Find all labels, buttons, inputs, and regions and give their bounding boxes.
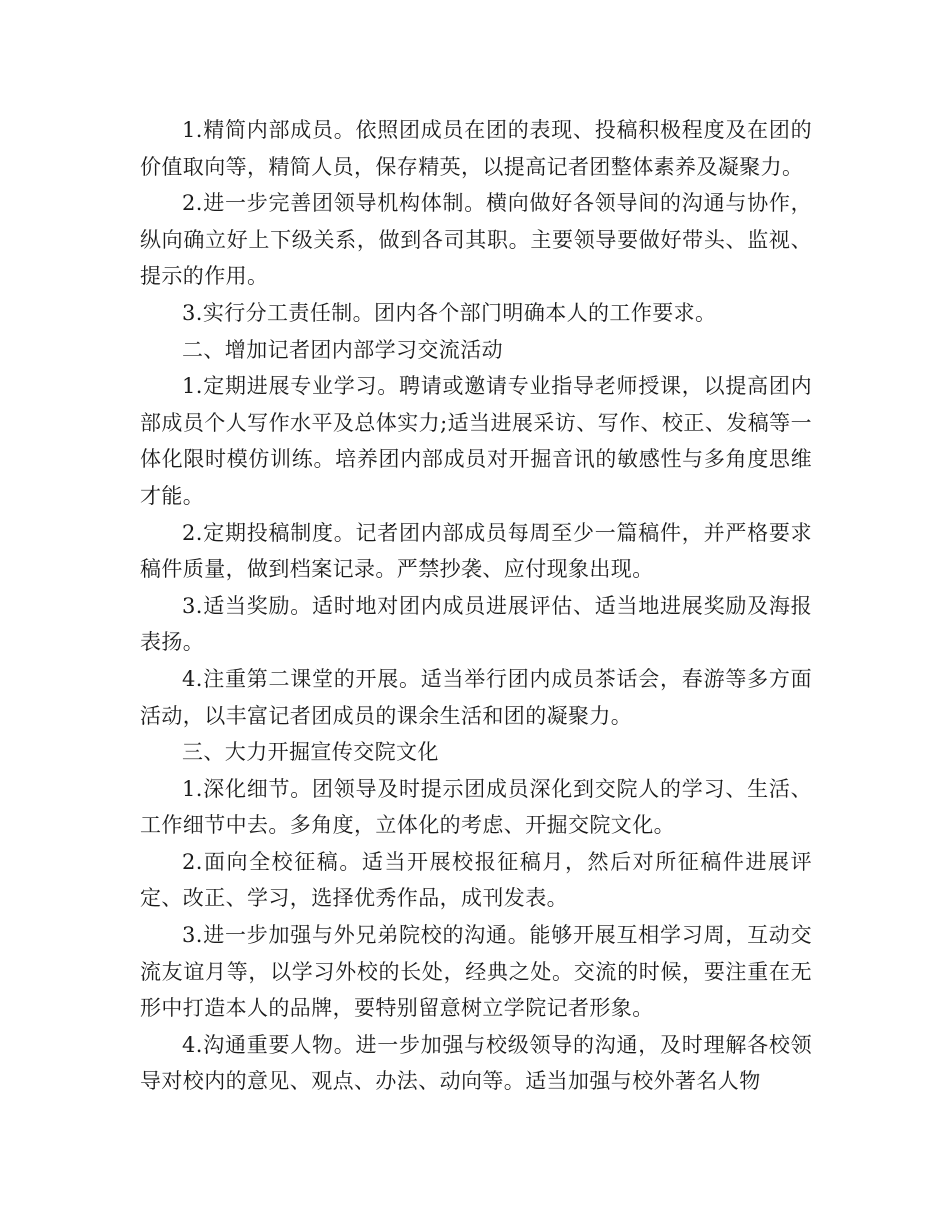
- paragraph-6: 2.定期投稿制度。记者团内部成员每周至少一篇稿件，并严格要求稿件质量，做到档案记录。严禁抄袭、应付现象出现。: [140, 520, 812, 582]
- paragraph-13: 4.沟通重要人物。进一步加强与校级领导的沟通，及时理解各校领导对校内的意见、观点、办法、动向等。适当加强与校外著名人物: [140, 1032, 812, 1094]
- paragraph-2: 2.进一步完善团领导机构体制。横向做好各领导间的沟通与协作，纵向确立好上下级关系，做到各司其职。主要领导要做好带头、监视、提示的作用。: [140, 191, 812, 289]
- document-body: [140, 112, 812, 1100]
- paragraph-12: 3.进一步加强与外兄弟院校的沟通。能够开展互相学习周，互动交流友谊月等，以学习外校的长处，经典之处。交流的时候，要注重在无形中打造本人的品牌，要特别留意树立学院记者形象。: [140, 923, 812, 1021]
- paragraph-8: 4.注重第二课堂的开展。适当举行团内成员茶话会，春游等多方面活动，以丰富记者团成员的课余生活和团的凝聚力。: [140, 666, 812, 728]
- paragraph-11: 2.面向全校征稿。适当开展校报征稿月，然后对所征稿件进展评定、改正、学习，选择优秀作品，成刊发表。: [140, 849, 812, 911]
- section-heading-2: 二、增加记者团内部学习交流活动: [182, 337, 503, 362]
- paragraph-1: 1.精简内部成员。依照团成员在团的表现、投稿积极程度及在团的价值取向等，精简人员，保存精英，以提高记者团整体素养及凝聚力。: [140, 118, 812, 179]
- paragraph-5: 1.定期进展专业学习。聘请或邀请专业指导老师授课，以提高团内部成员个人写作水平及总体实力;适当进展采访、写作、校正、发稿等一体化限时模仿训练。培养团内部成员对开掘音讯的敏感性与多角度思维才能。: [140, 374, 812, 508]
- paragraph-7: 3.适当奖励。适时地对团内成员进展评估、适当地进展奖励及海报表扬。: [140, 593, 812, 655]
- paragraph-10: 1.深化细节。团领导及时提示团成员深化到交院人的学习、生活、工作细节中去。多角度，立体化的考虑、开掘交院文化。: [140, 776, 812, 838]
- paragraph-3: 3.实行分工责任制。团内各个部门明确本人的工作要求。: [182, 300, 717, 325]
- section-heading-3: 三、大力开掘宣传交院文化: [182, 740, 439, 765]
